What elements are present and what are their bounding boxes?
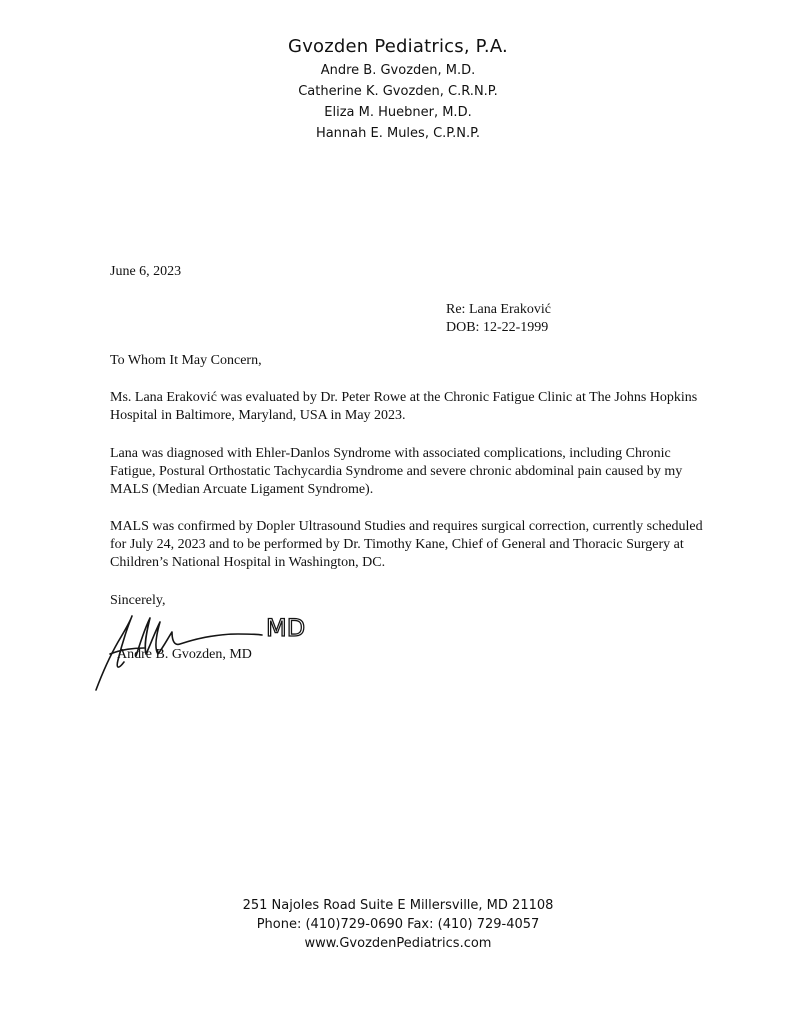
footer-address: 251 Najoles Road Suite E Millersville, MD 21108 [242,898,554,913]
provider-name: Andre B. Gvozden, M.D. [320,63,476,78]
signature-md-text: MD [266,614,306,642]
body-paragraph: Lana was diagnosed with Ehler-Danlos Syndrome with associated complications, including Chronic Fatigue, Postural Orthostatic Tachycardia Syndrome and severe chronic abdominal pain caused by my MALS (Median Arcuate Ligament Syndrome). [110,446,683,497]
greeting: To Whom It May Concern, [110,353,262,368]
handwritten-signature [88,604,328,696]
body-paragraph: Ms. Lana Eraković was evaluated by Dr. Peter Rowe at the Chronic Fatigue Clinic at The Johns Hopkins Hospital in Baltimore, Maryland, USA in May 2023. [110,390,698,423]
provider-name: Hannah E. Mules, C.P.N.P. [315,126,481,141]
footer-website: www.GvozdenPediatrics.com [304,936,492,951]
provider-name: Catherine K. Gvozden, C.R.N.P. [298,84,498,99]
provider-name: Eliza M. Huebner, M.D. [324,105,472,120]
letter-date: June 6, 2023 [110,264,182,279]
dob-line: DOB: 12-22-1999 [446,320,549,335]
re-line: Re: Lana Eraković [446,302,551,317]
body-paragraph: MALS was confirmed by Dopler Ultrasound Studies and requires surgical correction, currently scheduled for July 24, 2023 and to be performed by Dr. Timothy Kane, Chief of General and Thoracic Surgery at Children’s National Hospital in Washington, DC. [110,519,703,570]
footer-phone-fax: Phone: (410)729-0690 Fax: (410) 729-4057 [256,917,540,932]
reference-block [446,301,551,337]
closing: Sincerely, [110,593,166,608]
signer-name: Andre B. Gvozden, MD [117,647,252,662]
letterhead [0,34,796,144]
practice-name: Gvozden Pediatrics, P.A. [288,36,508,57]
letter-footer [0,896,796,953]
